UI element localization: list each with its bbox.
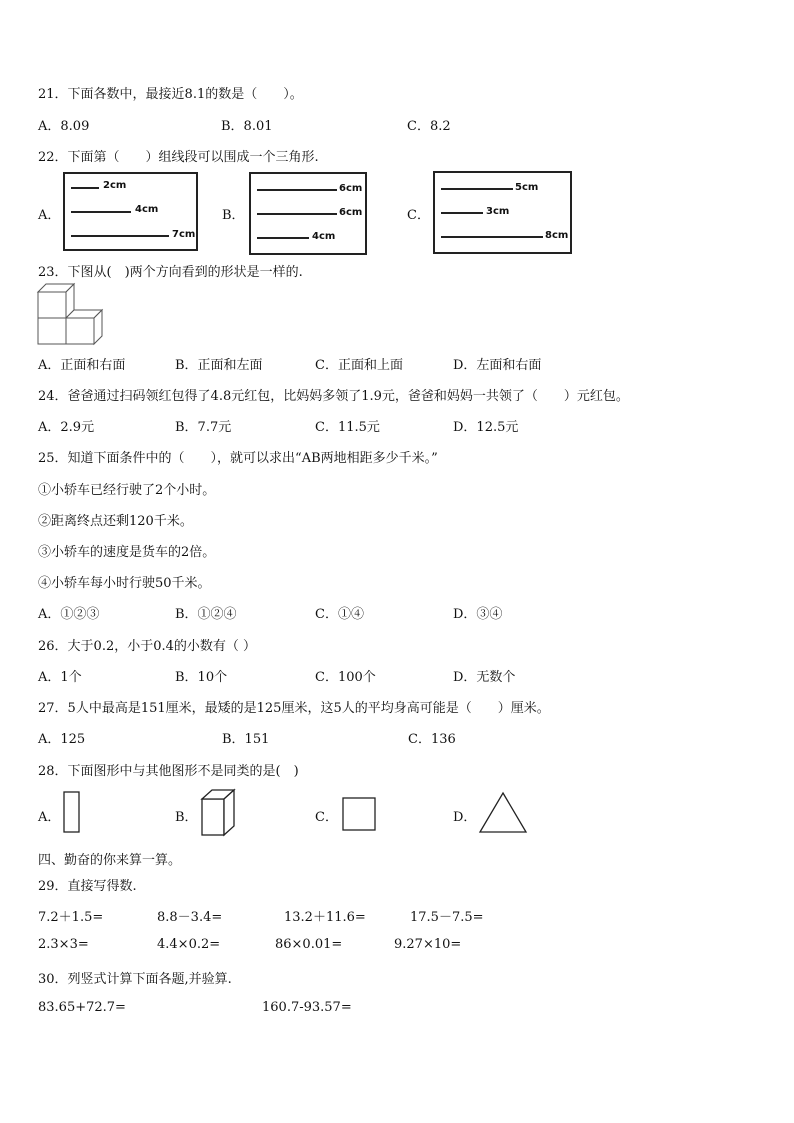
q26-option-d: D．无数个 bbox=[453, 670, 516, 685]
q26-stem: 26．大于0.2，小于0.4的小数有（ ） bbox=[38, 639, 257, 654]
q25-option-b: B．①②④ bbox=[175, 607, 237, 622]
q27-option-c: C．136 bbox=[408, 732, 456, 747]
section-4-heading: 四、勤奋的你来算一算。 bbox=[38, 853, 182, 868]
segment-label: 6cm bbox=[339, 207, 363, 218]
q25-option-a: A．①②③ bbox=[38, 607, 100, 622]
rectangle-figure bbox=[60, 790, 84, 836]
q22-group-c-box bbox=[433, 171, 572, 254]
segment-label: 4cm bbox=[135, 204, 159, 215]
segment bbox=[257, 189, 337, 191]
q25-condition-2: ②距离终点还剩120千米。 bbox=[38, 514, 193, 529]
q22-stem: 22．下面第（ ）组线段可以围成一个三角形. bbox=[38, 150, 319, 165]
segment-label: 8cm bbox=[545, 230, 569, 241]
q30-stem: 30．列竖式计算下面各题,并验算. bbox=[38, 972, 232, 987]
segment bbox=[441, 236, 543, 238]
q23-stem: 23．下图从( )两个方向看到的形状是一样的. bbox=[38, 265, 303, 280]
q25-stem: 25．知道下面条件中的（ ），就可以求出“AB两地相距多少千米。” bbox=[38, 451, 438, 466]
q24-option-d: D．12.5元 bbox=[453, 420, 519, 435]
q22-option-b: B． bbox=[222, 208, 245, 223]
triangle-figure bbox=[476, 790, 530, 836]
segment bbox=[71, 187, 99, 189]
segment-label: 6cm bbox=[339, 183, 363, 194]
cuboid-figure bbox=[198, 787, 238, 839]
q29-expr: 13.2＋11.6= bbox=[284, 910, 366, 925]
segment bbox=[257, 213, 337, 215]
q25-condition-4: ④小轿车每小时行驶50千米。 bbox=[38, 576, 211, 591]
q30-item: 160.7-93.57= bbox=[262, 1000, 352, 1015]
q27-option-a: A．125 bbox=[38, 732, 86, 747]
q28-option-c: C． bbox=[315, 810, 338, 825]
segment-label: 4cm bbox=[312, 231, 336, 242]
q23-option-d: D．左面和右面 bbox=[453, 358, 542, 373]
q28-option-b: B． bbox=[175, 810, 198, 825]
q28-option-a: A． bbox=[38, 810, 61, 825]
q29-expr: 4.4×0.2= bbox=[157, 937, 221, 952]
q23-option-c: C．正面和上面 bbox=[315, 358, 403, 373]
q21-stem: 21．下面各数中，最接近8.1的数是（ ）。 bbox=[38, 87, 303, 102]
q24-option-a: A．2.9元 bbox=[38, 420, 95, 435]
q24-option-b: B．7.7元 bbox=[175, 420, 232, 435]
q22-option-c: C． bbox=[407, 208, 430, 223]
segment-label: 7cm bbox=[172, 229, 196, 240]
q26-option-c: C．100个 bbox=[315, 670, 376, 685]
q24-stem: 24．爸爸通过扫码领红包得了4.8元红包，比妈妈多领了1.9元，爸爸和妈妈一共领了（ ）元红包。 bbox=[38, 389, 629, 404]
q27-stem: 27．5人中最高是151厘米，最矮的是125厘米，这5人的平均身高可能是（ ）厘米。 bbox=[38, 701, 550, 716]
q29-expr: 2.3×3= bbox=[38, 937, 89, 952]
segment bbox=[257, 237, 309, 239]
q29-stem: 29．直接写得数. bbox=[38, 879, 137, 894]
segment bbox=[71, 235, 169, 237]
q28-stem: 28．下面图形中与其他图形不是同类的是( ) bbox=[38, 764, 299, 779]
segment-label: 3cm bbox=[486, 206, 510, 217]
q27-option-b: B．151 bbox=[222, 732, 270, 747]
segment-label: 2cm bbox=[103, 180, 127, 191]
q25-condition-1: ①小轿车已经行驶了2个小时。 bbox=[38, 483, 216, 498]
q22-group-a-box bbox=[63, 172, 198, 251]
q29-expr: 9.27×10= bbox=[394, 937, 462, 952]
q28-option-d: D． bbox=[453, 810, 477, 825]
q22-option-a: A． bbox=[38, 208, 61, 223]
q29-expr: 86×0.01= bbox=[275, 937, 343, 952]
square-figure bbox=[340, 795, 378, 833]
q26-option-a: A．1个 bbox=[38, 670, 82, 685]
q21-option-a: A．8.09 bbox=[38, 119, 90, 134]
segment-label: 5cm bbox=[515, 182, 539, 193]
q24-option-c: C．11.5元 bbox=[315, 420, 380, 435]
q29-expr: 17.5－7.5= bbox=[410, 910, 484, 925]
q21-option-b: B．8.01 bbox=[221, 119, 273, 134]
q30-item: 83.65+72.7= bbox=[38, 1000, 126, 1015]
q25-option-c: C．①④ bbox=[315, 607, 364, 622]
q23-option-b: B．正面和左面 bbox=[175, 358, 263, 373]
segment bbox=[441, 188, 513, 190]
q29-expr: 8.8－3.4= bbox=[157, 910, 223, 925]
q23-option-a: A．正面和右面 bbox=[38, 358, 126, 373]
segment bbox=[441, 212, 483, 214]
cube-stack-figure bbox=[34, 282, 110, 346]
q29-expr: 7.2＋1.5= bbox=[38, 910, 104, 925]
q25-option-d: D．③④ bbox=[453, 607, 503, 622]
q26-option-b: B．10个 bbox=[175, 670, 228, 685]
segment bbox=[71, 211, 131, 213]
q22-group-b-box bbox=[249, 172, 367, 255]
q21-option-c: C．8.2 bbox=[407, 119, 451, 134]
q25-condition-3: ③小轿车的速度是货车的2倍。 bbox=[38, 545, 216, 560]
